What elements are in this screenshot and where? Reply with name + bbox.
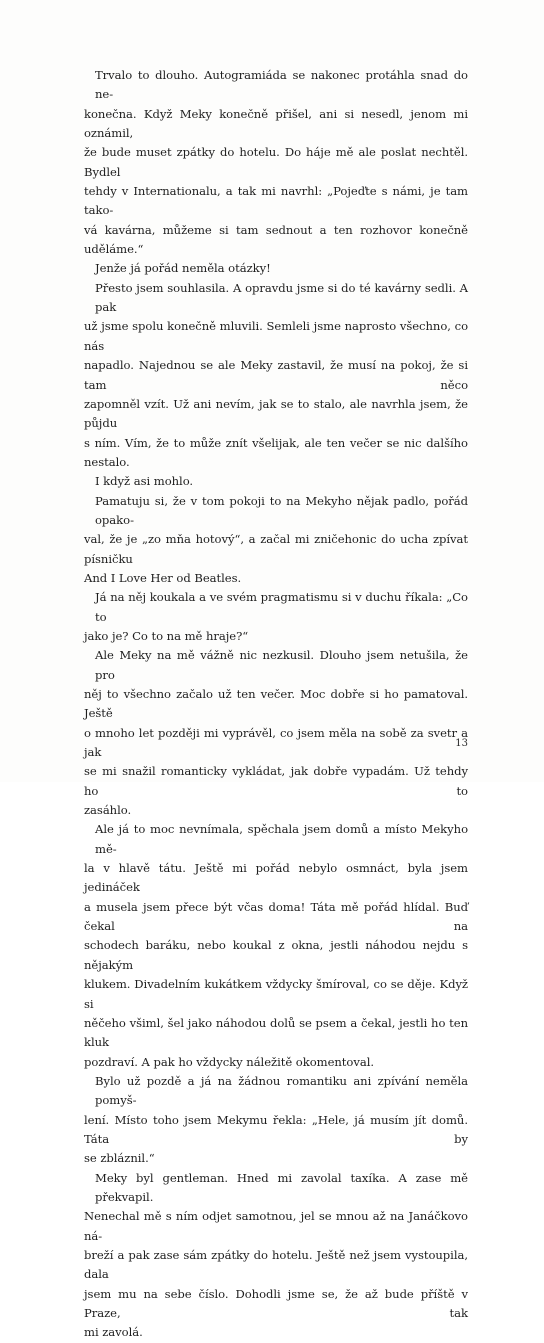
text-line: breží a pak zase sám zpátky do hotelu. Ještě než jsem vystoupila, dala (84, 1247, 468, 1282)
text-line: lení. Místo toho jsem Mekymu řekla: „Hele, já musím jít domů. Táta by (84, 1112, 468, 1146)
text-line: Trvalo to dlouho. Autogramiáda se nakonec protáhla snad do ne- (95, 68, 468, 102)
text-line: něčeho všiml, šel jako náhodou dolů se psem a čekal, jestli ho ten kluk (84, 1015, 468, 1050)
body-text (84, 66, 468, 1343)
text-line: napadlo. Najednou se ale Meky zastavil, že musí na pokoj, že si tam něco (84, 358, 468, 392)
text-line: And I Love Her od Beatles. (84, 570, 242, 585)
text-line: Pamatuju si, že v tom pokoji to na Mekyho nějak padlo, pořád opako- (95, 493, 468, 527)
text-line: vá kavárna, můžeme si tam sednout a ten rozhovor konečně uděláme.“ (84, 222, 468, 257)
text-line: se zbláznil.“ (84, 1151, 155, 1166)
text-line: konečna. Když Meky konečně přišel, ani si nesedl, jenom mi oznámil, (84, 106, 468, 141)
text-line: že bude muset zpátky do hotelu. Do háje mě ale poslat nechtěl. Bydlel (84, 145, 468, 179)
text-line: Ale já to moc nevnímala, spěchala jsem domů a místo Mekyho mě- (95, 822, 468, 856)
text-line: I když asi mohlo. (95, 474, 194, 489)
text-line: schodech baráku, nebo koukal z okna, jestli náhodou nejdu s nějakým (84, 938, 468, 972)
text-line: Ale Meky na mě vážně nic nezkusil. Dlouho jsem netušila, že pro (95, 648, 468, 682)
text-line: zasáhlo. (84, 803, 132, 818)
text-line: Jenže já pořád neměla otázky! (95, 261, 271, 276)
text-line: jako je? Co to na mě hraje?“ (84, 628, 249, 643)
text-line: mi zavolá. (84, 1325, 143, 1340)
text-line: se mi snažil romanticky vykládat, jak dobře vypadám. Už tehdy ho to (84, 764, 468, 798)
text-line: o mnoho let později mi vyprávěl, co jsem měla na sobě za svetr a jak (84, 725, 468, 760)
text-line: pozdraví. A pak ho vždycky náležitě okomentoval. (84, 1054, 375, 1069)
text-line: Bylo už pozdě a já na žádnou romantiku ani zpívání neměla pomyš- (95, 1073, 468, 1108)
text-line: něj to všechno začalo už ten večer. Moc dobře si ho pamatoval. Ještě (84, 687, 468, 721)
text-line: s ním. Vím, že to může znít všelijak, ale ten večer se nic dalšího nestalo. (84, 435, 468, 469)
text-line: už jsme spolu konečně mluvili. Semleli jsme naprosto všechno, co nás (84, 319, 468, 353)
page-number: 13 (455, 738, 468, 749)
text-line: klukem. Divadelním kukátkem vždycky šmíroval, co se děje. Když si (84, 977, 468, 1011)
text-line: jsem mu na sebe číslo. Dohodli jsme se, že až bude příště v Praze, tak (84, 1286, 468, 1320)
text-line: Já na něj koukala a ve svém pragmatismu si v duchu říkala: „Co to (95, 590, 468, 624)
text-line: Nenechal mě s ním odjet samotnou, jel se mnou až na Janáčkovo ná- (84, 1209, 468, 1243)
text-line: tehdy v Internationalu, a tak mi navrhl: „Pojeďte s námi, je tam tako- (84, 184, 468, 218)
text-line: la v hlavě tátu. Ještě mi pořád nebylo osmnáct, byla jsem jedináček (84, 861, 468, 895)
text-line: zapomněl vzít. Už ani nevím, jak se to stalo, ale navrhla jsem, že půjdu (84, 396, 468, 431)
text-line: Meky byl gentleman. Hned mi zavolal taxíka. A zase mě překvapil. (95, 1170, 468, 1204)
text-line: Přesto jsem souhlasila. A opravdu jsme si do té kavárny sedli. A pak (95, 280, 468, 315)
text-line: val, že je „zo mňa hotový“, a začal mi zničehonic do ucha zpívat písničku (84, 532, 468, 566)
text-line: a musela jsem přece být včas doma! Táta mě pořád hlídal. Buď čekal na (84, 899, 468, 934)
